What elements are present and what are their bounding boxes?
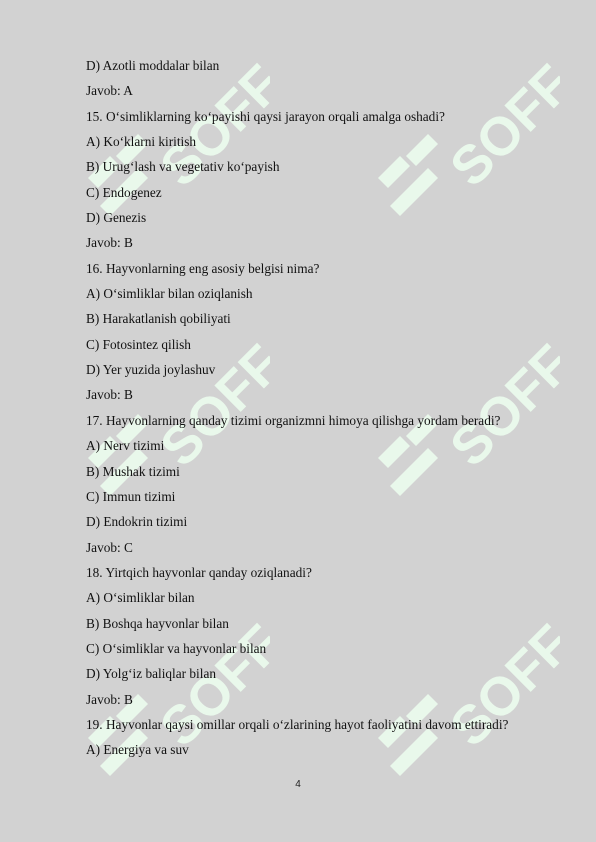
option-line: D) Endokrin tizimi xyxy=(86,514,188,530)
option-line: A) O‘simliklar bilan xyxy=(86,590,195,606)
option-line: C) Endogenez xyxy=(86,184,162,200)
option-line: A) Energiya va suv xyxy=(86,742,189,758)
svg-text:SOFF: SOFF xyxy=(148,60,270,198)
svg-text:SOFF: SOFF xyxy=(438,60,560,198)
option-line: A) Nerv tizimi xyxy=(86,438,165,454)
answer-line: Javob: B xyxy=(86,387,133,403)
question-line: 16. Hayvonlarning eng asosiy belgisi nima? xyxy=(86,260,320,276)
question-line: 18. Yirtqich hayvonlar qanday oziqlanadi? xyxy=(86,564,312,580)
text-line: D) Azotli moddalar bilan xyxy=(86,58,220,73)
page-number: 4 xyxy=(295,779,301,790)
document-body xyxy=(86,56,556,766)
svg-text:SOFF: SOFF xyxy=(148,340,270,478)
option-line: D) Yer yuzida joylashuv xyxy=(86,362,216,378)
option-line: D) Yolg‘iz baliqlar bilan xyxy=(86,666,216,682)
option-line: C) Immun tizimi xyxy=(86,488,176,504)
svg-text:SOFF: SOFF xyxy=(438,340,560,478)
answer-line: Javob: A xyxy=(86,83,133,99)
option-line: C) Fotosintez qilish xyxy=(86,336,191,352)
option-line: A) Ko‘klarni kiritish xyxy=(86,134,197,150)
option-line: B) Boshqa hayvonlar bilan xyxy=(86,615,229,631)
question-line: 17. Hayvonlarning qanday tizimi organizmni himoya qilishga yordam beradi? xyxy=(86,412,501,428)
question-line: 19. Hayvonlar qaysi omillar orqali o‘zlarining hayot faoliyatini davom ettiradi? xyxy=(86,716,509,732)
option-line: B) Mushak tizimi xyxy=(86,463,180,479)
option-line: D) Genezis xyxy=(86,210,147,226)
option-line: A) O‘simliklar bilan oziqlanish xyxy=(86,286,253,302)
answer-line: Javob: B xyxy=(86,691,133,707)
svg-text:SOFF: SOFF xyxy=(148,620,270,758)
answer-line: Javob: B xyxy=(86,235,133,251)
svg-text:SOFF: SOFF xyxy=(438,620,560,758)
answer-line: Javob: C xyxy=(86,539,133,555)
question-line: 15. O‘simliklarning ko‘payishi qaysi jarayon orqali amalga oshadi? xyxy=(86,108,445,124)
option-line: B) Urug‘lash va vegetativ ko‘payish xyxy=(86,159,280,175)
option-line: C) O‘simliklar va hayvonlar bilan xyxy=(86,640,267,656)
option-line: B) Harakatlanish qobiliyati xyxy=(86,311,231,327)
